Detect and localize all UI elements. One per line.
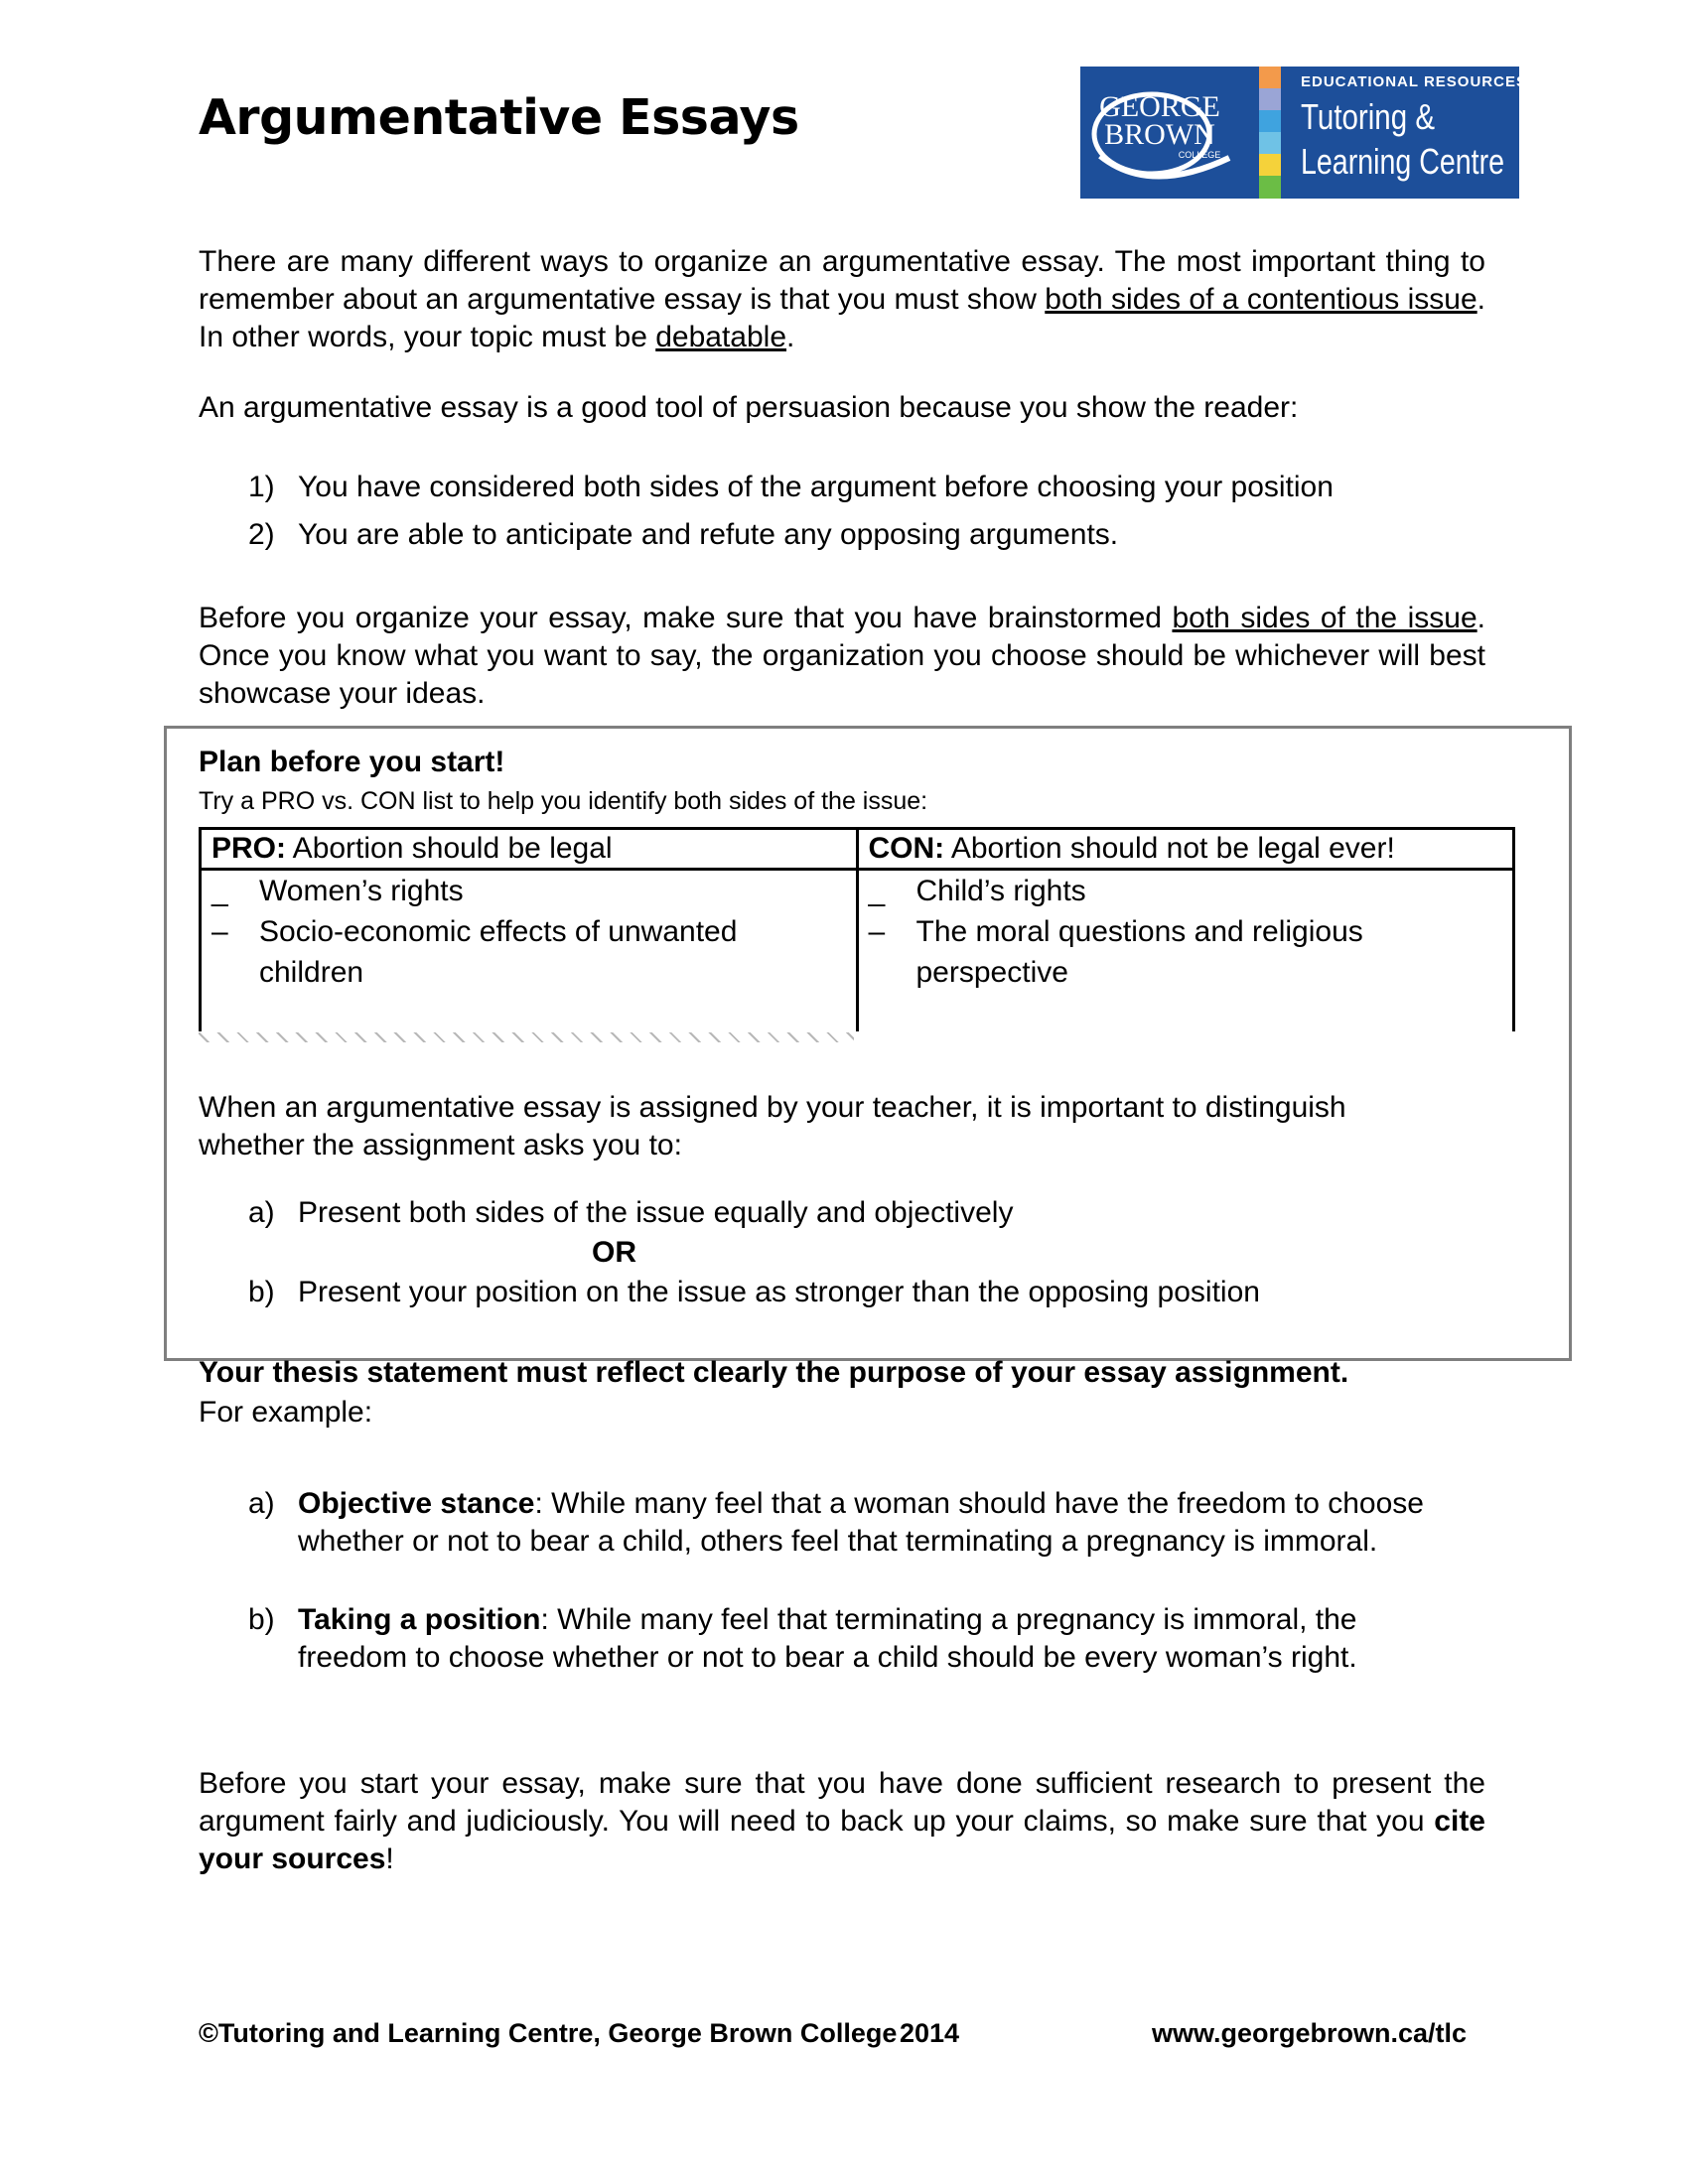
logo-college: COLLEGE [1178,150,1221,160]
logo-tutoring: Tutoring & [1301,96,1435,137]
persuasion-item [248,516,1118,554]
logo-george: GEORGE [1099,90,1220,123]
intro-text-2: . In other words, your topic must be [199,283,1485,353]
assignment-lead: When an argumentative essay is assigned by your teacher, it is important to distinguish whether the assignment asks you to: [199,1091,1346,1161]
example-b-body: : While many feel that terminating a pregnancy is immoral, the freedom to choose whether or not to bear a child should be every woman’s right. [298,1603,1357,1674]
example-b-text [298,1601,1440,1677]
assignment-item-b [248,1274,1260,1311]
footer-copyright: ©Tutoring and Learning Centre, George Brown College [199,2018,898,2048]
list-item [211,911,846,993]
intro-text: There are many different ways to organize an argumentative essay. The most important thing to remember about an argumentative essay is that you must show [199,245,1485,316]
cite-sources: cite your sources [199,1805,1485,1875]
logo-learning-centre: Learning Centre [1301,141,1504,182]
pro-con-table [199,827,1515,1031]
pro-item: Socio-economic effects of unwanted children [259,915,738,989]
persuasion-item [248,469,1334,506]
intro-text-3: . [786,321,795,353]
con-label: CON: [868,832,945,865]
list-item [869,871,1503,911]
plan-heading: Plan before you start! [199,746,505,778]
logo-brown: BROWN [1104,118,1215,151]
list-item-text: Present your position on the issue as stronger than the opposing position [298,1276,1260,1308]
bullet-marker: _ [211,875,228,907]
list-marker: a) [248,1196,275,1229]
example-a-label: Objective stance [298,1487,535,1520]
or-divider: OR [592,1236,636,1269]
list-item [869,911,1503,993]
closing-text: Before you start your essay, make sure that you have done sufficient research to present the argument fairly and judiciously. You will need to back up your claims, so make sure that you [199,1767,1485,1838]
assignment-item-a [248,1194,1013,1232]
example-b-label: Taking a position [298,1603,541,1636]
pro-item: Women’s rights [259,875,464,907]
closing-text-2: ! [385,1843,394,1875]
brainstorm-paragraph [199,600,1485,713]
con-title: Abortion should not be legal ever! [944,832,1395,865]
intro-paragraph [199,243,1485,356]
persuasion-lead: An argumentative essay is a good tool of persuasion because you show the reader: [199,391,1299,424]
pro-label: PRO: [211,832,286,865]
pro-title: Abortion should be legal [286,832,613,865]
brainstorm-text-2: . Once you know what you want to say, the organization you choose should be whichever will best showcase your ideas. [199,602,1485,710]
list-marker: 1) [248,471,275,503]
plan-box [164,726,1572,1361]
thesis-example-a [248,1485,1440,1561]
brainstorm-text: Before you organize your essay, make sure that you have brainstormed [199,602,1173,634]
pro-header [201,829,858,870]
bullet-marker: – [868,915,886,948]
example-a-body: : While many feel that a woman should have the freedom to choose whether or not to bear a child, others feel that terminating a pregnancy is immoral. [298,1487,1424,1558]
list-marker: b) [248,1276,275,1308]
logo-graphic [1080,67,1527,199]
bullet-marker: – [211,915,228,948]
list-item-text: You are able to anticipate and refute any opposing arguments. [298,518,1119,551]
pro-list [201,870,858,1032]
table-torn-edge [199,1032,854,1042]
footer-url[interactable]: www.georgebrown.ca/tlc [1152,2018,1468,2048]
page-title: Argumentative Essays [199,89,799,146]
bullet-marker: _ [868,875,886,907]
thesis-statement: Your thesis statement must reflect clearly the purpose of your essay assignment. [199,1356,1349,1389]
list-item [211,871,846,911]
list-marker: a) [248,1487,275,1520]
list-marker: b) [248,1603,275,1636]
thesis-example-b [248,1601,1440,1677]
brainstorm-underline: both sides of the issue [1172,602,1477,634]
closing-paragraph [199,1765,1485,1878]
plan-subheading: Try a PRO vs. CON list to help you identify both sides of the issue: [199,787,928,815]
list-item-text: Present both sides of the issue equally and objectively [298,1196,1014,1229]
intro-underline-debatable: debatable [655,321,787,353]
con-item: Child’s rights [915,875,1086,907]
con-header [857,829,1514,870]
intro-underline-contentious: both sides of a contentious issue [1045,283,1477,316]
list-item-text: You have considered both sides of the argument before choosing your position [298,471,1334,503]
college-logo [1080,67,1527,199]
thesis-example-label: For example: [199,1396,373,1429]
logo-resources: EDUCATIONAL RESOURCES [1301,73,1527,90]
list-marker: 2) [248,518,275,551]
footer-year: 2014 [900,2018,960,2048]
con-item: The moral questions and religious perspective [915,915,1363,989]
example-a-text [298,1485,1440,1561]
con-list [857,870,1514,1032]
